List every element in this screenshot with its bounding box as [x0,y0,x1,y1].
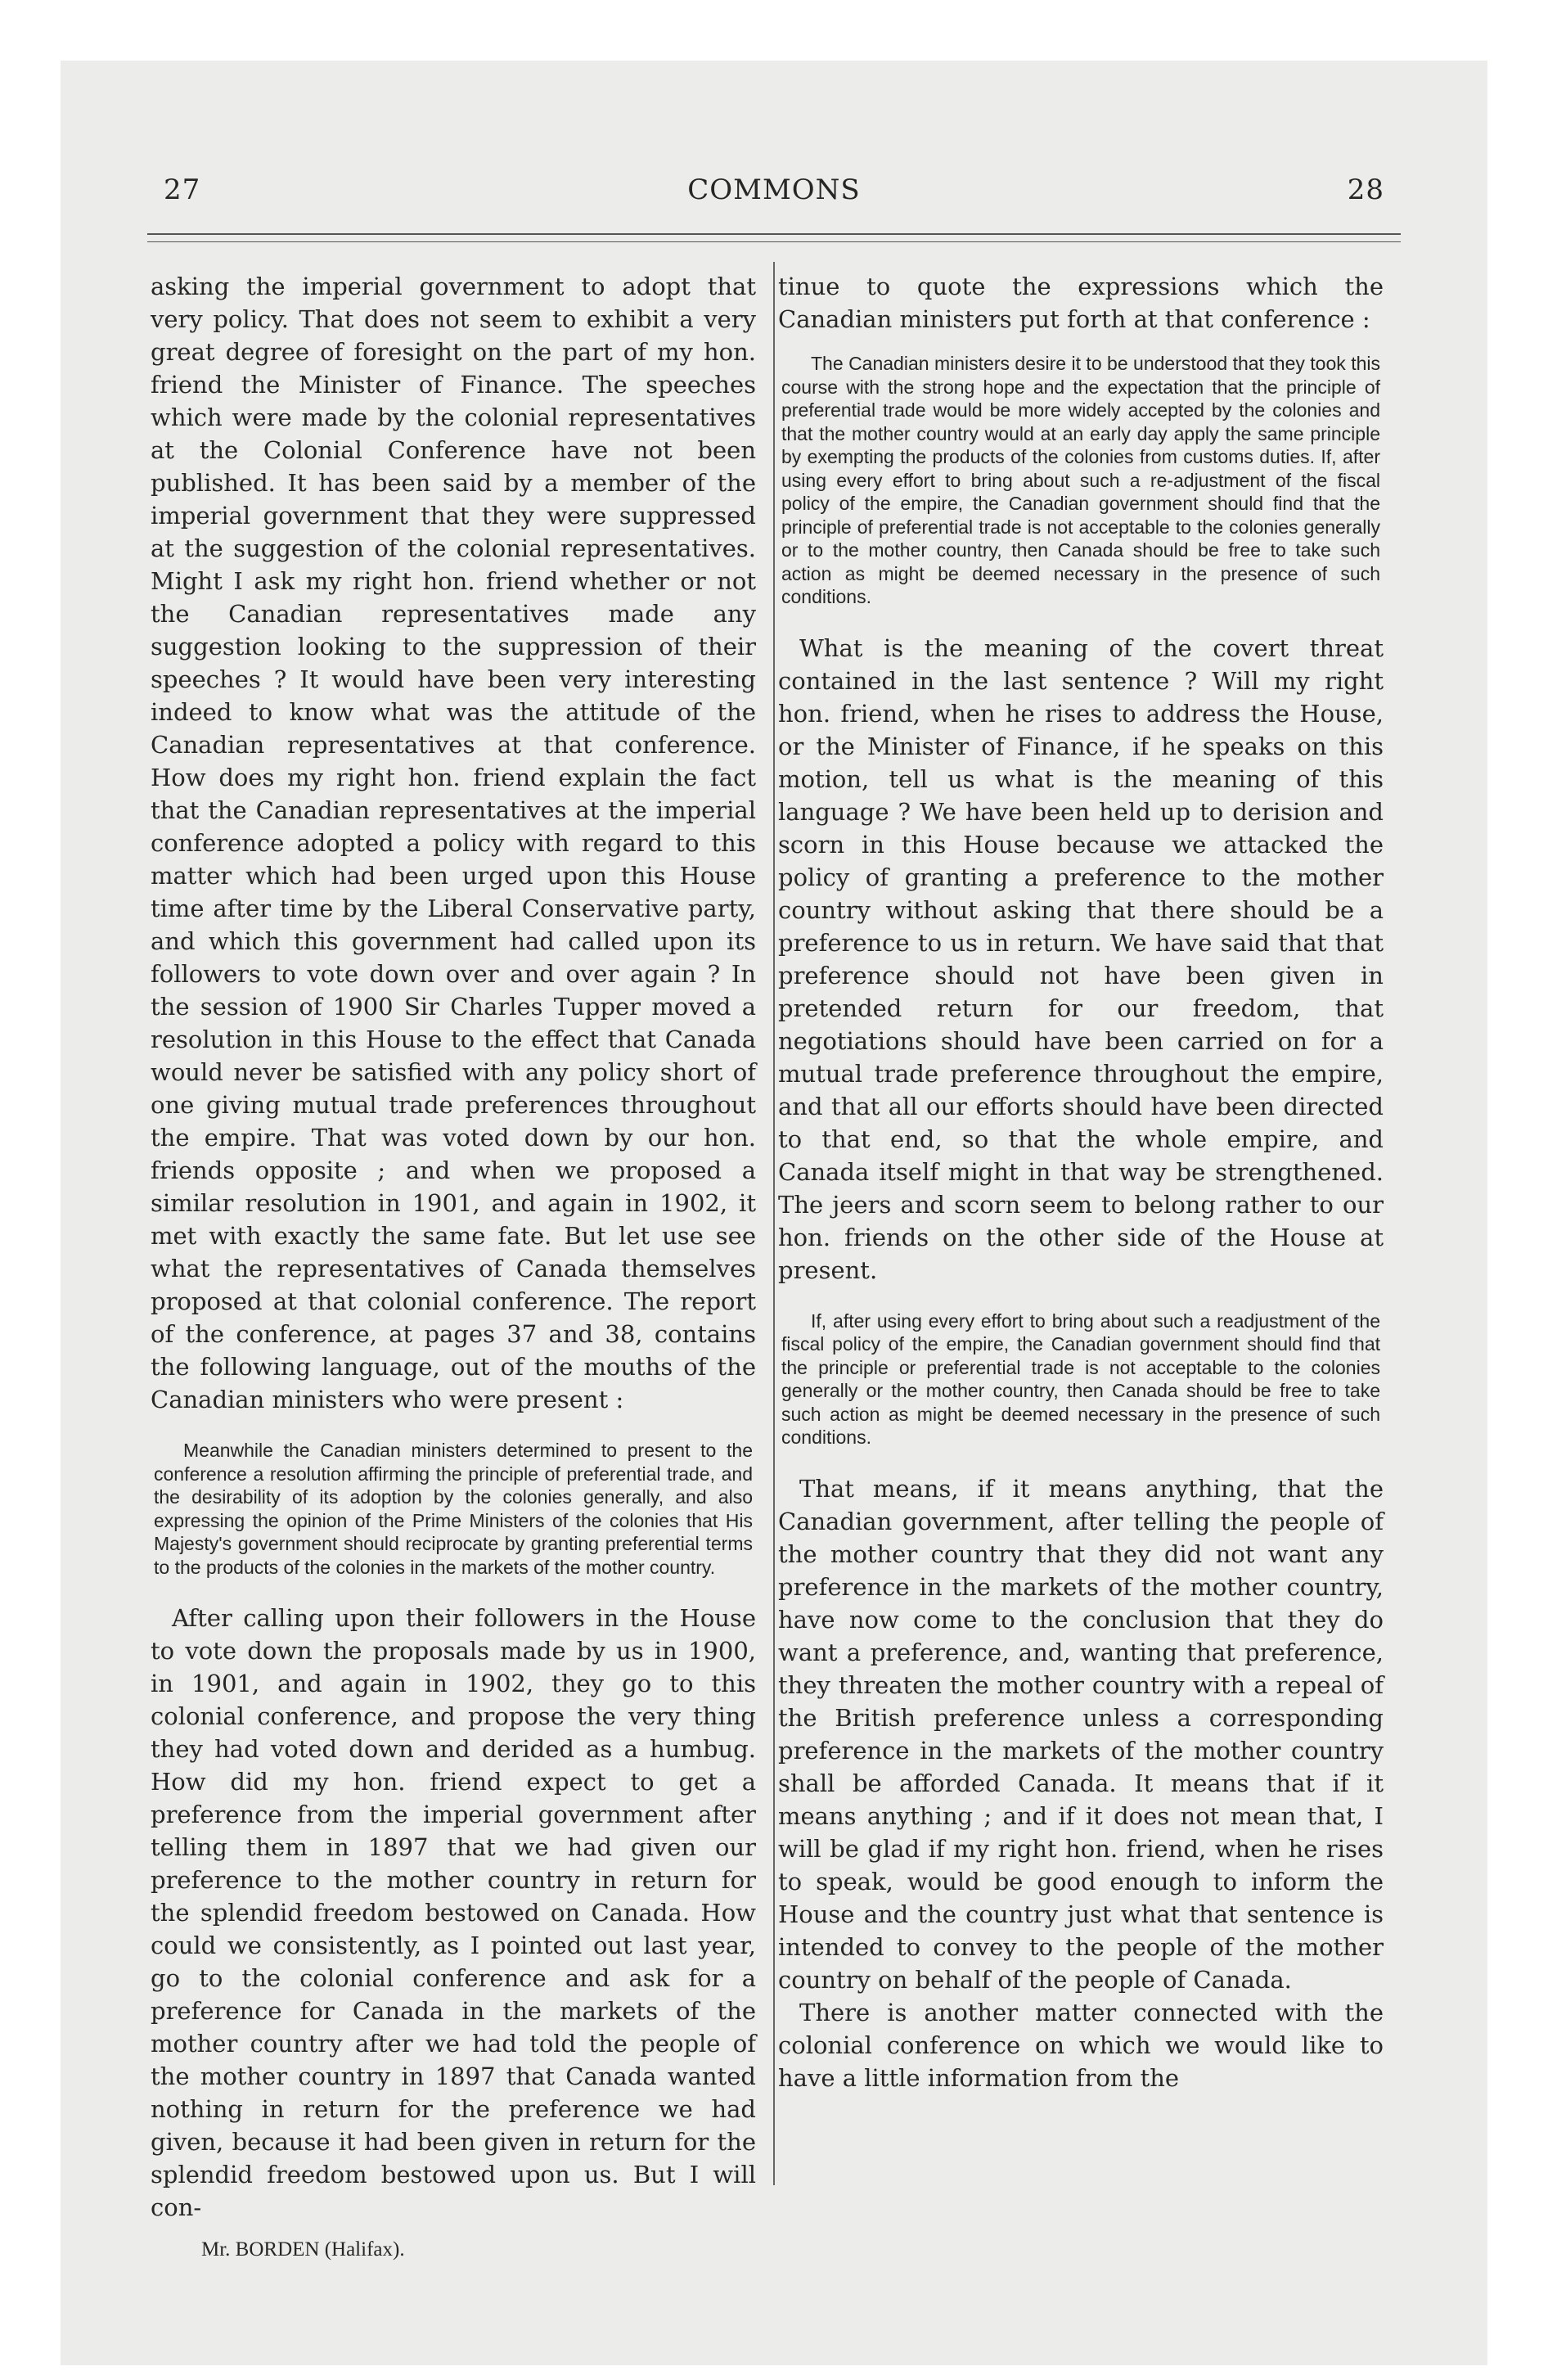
header-rule-top [147,233,1401,235]
right-paragraph-1: tinue to quote the expressions which the Canadian ministers put forth at that conference : [778,273,1384,333]
right-column [778,270,1384,2094]
page-title: COMMONS [687,174,861,206]
page-number-left: 27 [164,174,201,206]
column-divider [773,262,775,2185]
page-header [164,174,1384,214]
right-paragraph-3: That means, if it means anything, that the Canadian government, after telling the people of the mother country that they did not want any preference in the markets of the mother country, have now come to the conclusion that they do want a preference, and, wanting that preference, they threaten the mother country with a repeal of the British preference unless a corresponding preference in the markets of the mother country shall be afforded Canada. It means that if it means anything ; and if it does not mean that, I will be glad if my right hon. friend, when he rises to speak, would be good enough to inform the House and the country just what that sentence is intended to convey to the people of the mother country on behalf of the people of Canada. [778,1474,1384,1994]
right-quote-1: The Canadian ministers desire it to be understood that they took this course with the strong hope and the expectation that the principle of preferential trade would be more widely accepted by the colonies and that the mother country would at an early day apply the same principle by exempting the products of the colonies from customs duties. If, after using every effort to bring about such a re-adjustment of the fiscal policy of the empire, the Canadian government should find that the principle of preferential trade is not acceptable to the colonies generally or to the mother country, then Canada should be free to take such action as might be deemed necessary in the presence of such conditions. [781,353,1380,607]
header-rule-bottom [147,241,1401,242]
right-quote-2: If, after using every effort to bring about such a readjustment of the fiscal policy of the empire, the Canadian government should find that the principle or preferential trade is not acceptable to the colonies generally or the mother country, then Canada should be free to take such action as might be deemed necessary in the presence of such conditions. [781,1309,1380,1448]
left-paragraph-2: After calling upon their followers in the House to vote down the proposals made by us in 1900, in 1901, and again in 1902, they go to this colonial conference, and propose the very thing they had voted down and derided as a humbug. How did my hon. friend expect to get a preference from the imperial government after telling them in 1897 that we had given our preference to the mother country in return for the splendid freedom bestowed on Canada. How could we consistently, as I pointed out last year, go to the colonial conference and ask for a preference for Canada in the markets of the mother country after we had told the people of the mother country in 1897 that Canada wanted nothing in return for the preference we had given, because it had been given in return for the splendid freedom bestowed upon us. But I will con- [151,1604,756,2221]
right-paragraph-4: There is another matter connected with the colonial conference on which we would like to have a little information from the [778,1998,1384,2092]
left-column [151,270,756,2261]
speaker-footer: Mr. BORDEN (Halifax). [201,2238,405,2261]
left-paragraph-1: asking the imperial government to adopt that very policy. That does not seem to exhibit a very great degree of foresight on the part of my hon. friend the Minister of Finance. The speeches which were made by the colonial representatives at the Colonial Conference have not been published. It has been said by a member of the imperial government that they were suppressed at the suggestion of the colonial representatives. Might I ask my right hon. friend whether or not the Canadian representatives made any suggestion looking to the suppression of their speeches ? It would have been very interesting indeed to know what was the attitude of the Canadian representatives at that conference. How does my right hon. friend explain the fact that the Canadian representatives at the imperial conference adopted a policy with regard to this matter which had been urged upon this House time after time by the Liberal Conservative party, and which this government had called upon its followers to vote down over and over again ? In the session of 1900 Sir Charles Tupper moved a resolution in this House to the effect that Canada would never be satisfied with any policy short of one giving mutual trade preferences throughout the empire. That was voted down by our hon. friends opposite ; and when we proposed a similar resolution in 1901, and again in 1902, it met with exactly the same fate. But let use see what the representatives of Canada themselves proposed at that colonial conference. The report of the conference, at pages 37 and 38, contains the following language, out of the mouths of the Canadian ministers who were present : [151,273,756,1413]
right-paragraph-2: What is the meaning of the covert threat contained in the last sentence ? Will my right hon. friend, when he rises to address the House, or the Minister of Finance, if he speaks on this motion, tell us what is the meaning of this language ? We have been held up to derision and scorn in this House because we attacked the policy of granting a preference to the mother country without asking that there should be a preference to us in return. We have said that that preference should not have been given in pretended return for our freedom, that negotiations should have been carried on for a mutual trade preference throughout the empire, and that all our efforts should have been directed to that end, so that the whole empire, and Canada itself might in that way be strengthened. The jeers and scorn seem to belong rather to our hon. friends on the other side of the House at present. [778,633,1384,1284]
left-quote-1: Meanwhile the Canadian ministers determined to present to the conference a resolution affirming the principle of preferential trade, and the desirability of its adoption by the colonies generally, and also expressing the opinion of the Prime Ministers of the colonies that His Majesty's government should reciprocate by granting preferential terms to the products of the colonies in the markets of the mother country. [154,1440,753,1578]
page-number-right: 28 [1347,174,1384,206]
